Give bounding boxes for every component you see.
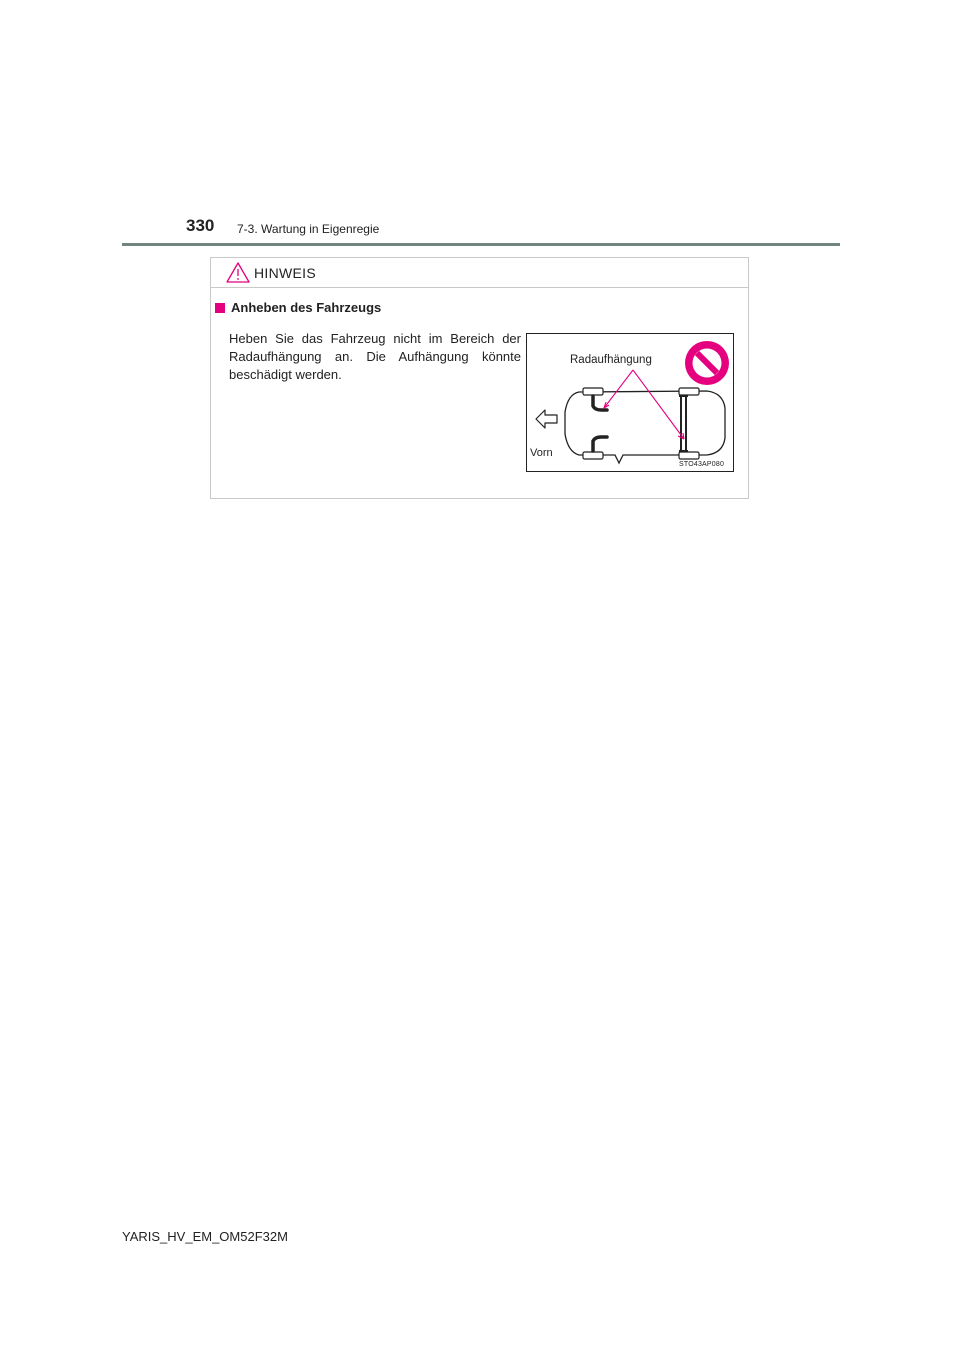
footer-document-id: YARIS_HV_EM_OM52F32M — [122, 1229, 288, 1244]
notice-header — [211, 258, 748, 288]
subheading: Anheben des Fahrzeugs — [231, 300, 382, 315]
header-rule — [122, 243, 840, 246]
car-outline — [565, 388, 725, 463]
figure-code: STO43AP080 — [679, 461, 725, 468]
body-text: Heben Sie das Fahrzeug nicht im Bereich der Radaufhängung an. Die Aufhängung könnte beschädigt werden. — [229, 331, 521, 382]
notice-box — [210, 257, 749, 499]
notice-title: HINWEIS — [254, 265, 316, 281]
leader-lines — [604, 370, 684, 439]
figure-label-front: Vorn — [530, 447, 553, 459]
figure — [526, 333, 734, 472]
section-title: 7-3. Wartung in Eigenregie — [237, 222, 380, 236]
figure-label-suspension: Radaufhängung — [570, 354, 652, 366]
front-arrow-icon — [536, 410, 557, 428]
bullet-marker — [215, 303, 225, 313]
warning-triangle-icon — [225, 261, 251, 284]
page-number: 330 — [186, 216, 215, 235]
prohibition-icon — [685, 341, 729, 385]
